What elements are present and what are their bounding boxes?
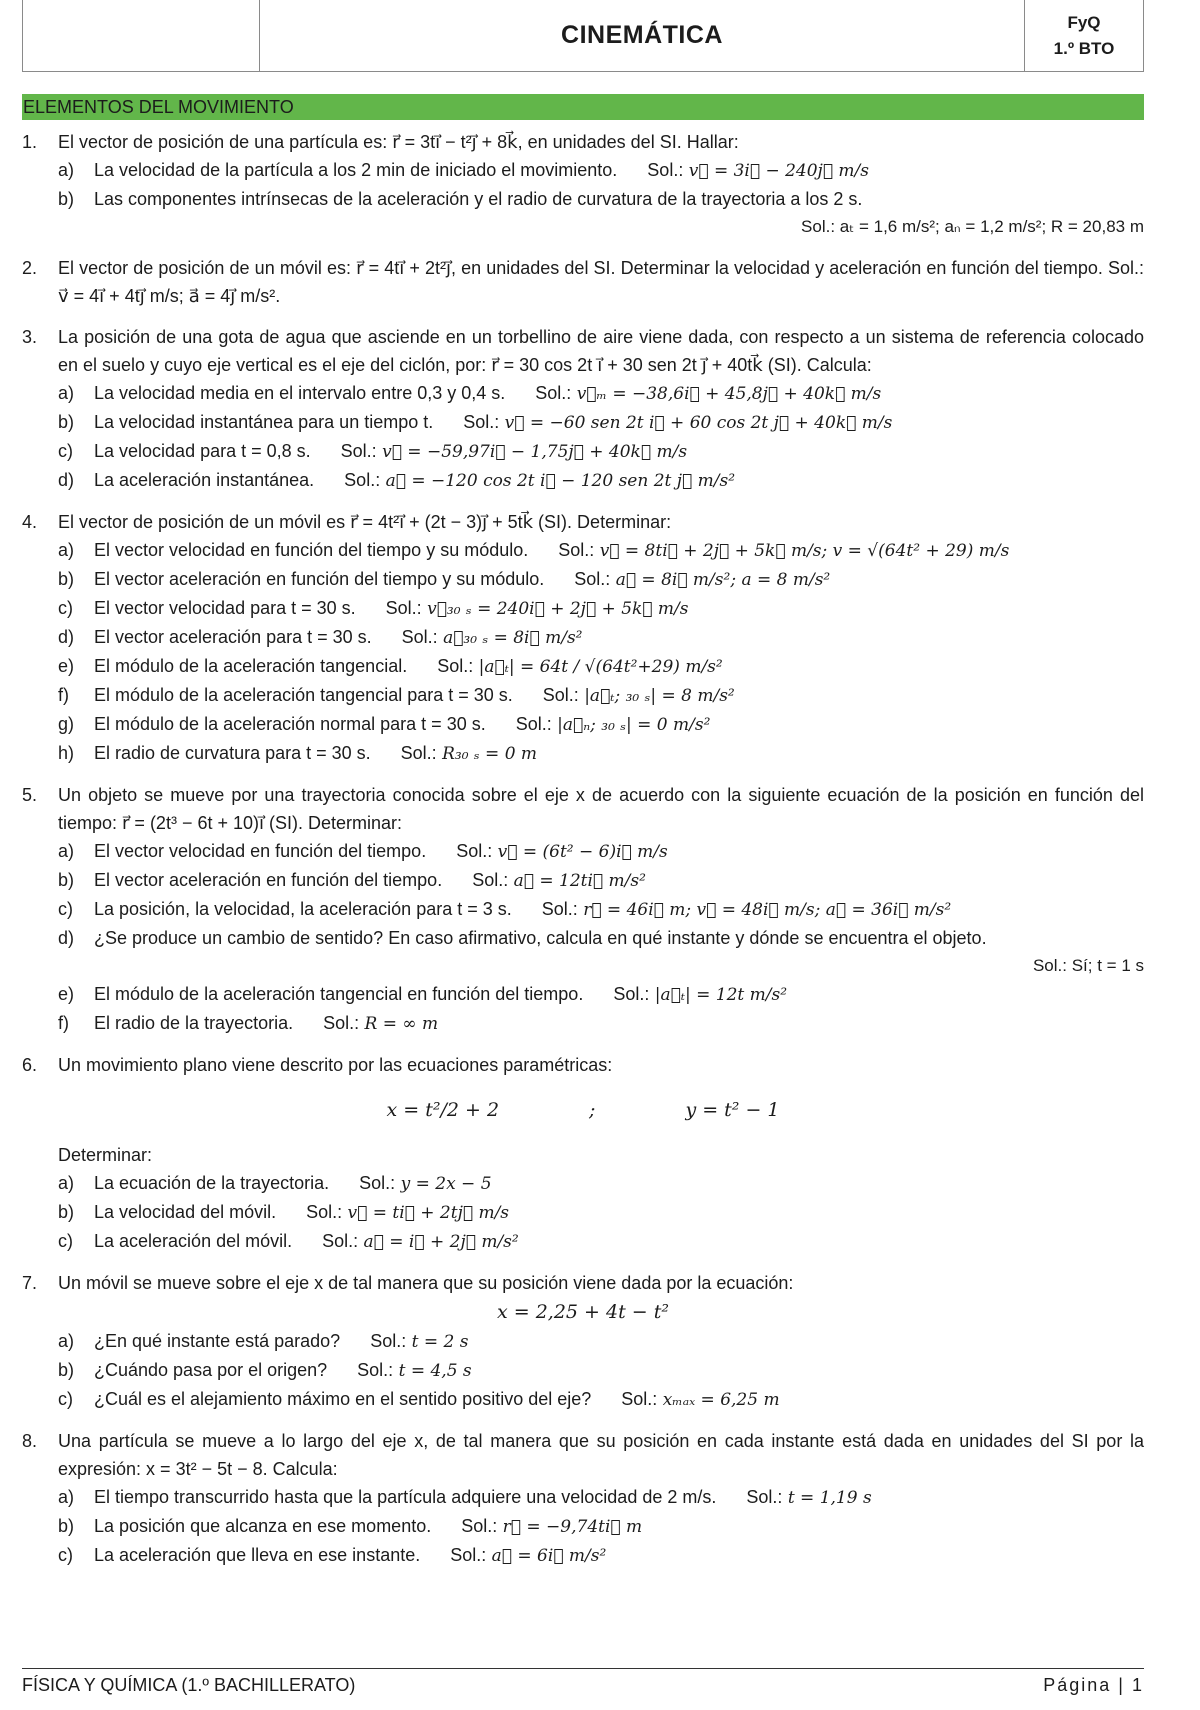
solution-value: t = 4,5 s bbox=[398, 1361, 472, 1381]
solution-prefix: Sol.: bbox=[400, 743, 437, 763]
solution-value: v⃗ = (6t² − 6)i⃗ m/s bbox=[497, 842, 668, 862]
solution-prefix: Sol.: bbox=[322, 1231, 359, 1251]
problem-number: 7. bbox=[22, 1273, 38, 1293]
problem-number: 4. bbox=[22, 512, 38, 532]
list-item bbox=[58, 536, 1144, 565]
item-solution bbox=[402, 623, 583, 652]
problem-list bbox=[22, 128, 1144, 1583]
item-text: La velocidad para t = 0,8 s. bbox=[94, 441, 311, 461]
item-letter: c) bbox=[58, 1545, 73, 1565]
problem-statement: Una partícula se mueve a lo largo del eje x, de tal manera que su posición en cada instante está dada en unidades del SI por la expresión: x = 3t² − 5t − 8. Calcula: bbox=[58, 1431, 1144, 1479]
item-letter: b) bbox=[58, 1360, 75, 1380]
list-item bbox=[58, 408, 1144, 437]
list-item bbox=[58, 1169, 1144, 1198]
solution-prefix: Sol.: bbox=[621, 1389, 658, 1409]
solution-prefix: Sol.: bbox=[323, 1013, 360, 1033]
list-item bbox=[58, 379, 1144, 408]
item-text: La aceleración del móvil. bbox=[94, 1231, 293, 1251]
course-label: 1.º BTO bbox=[1053, 38, 1115, 58]
solution-value: a⃗ = 8i⃗ m/s²; a = 8 m/s² bbox=[615, 570, 831, 590]
item-solution bbox=[613, 980, 787, 1009]
solution-value: |a⃗ₙ; ₃₀ ₛ| = 0 m/s² bbox=[557, 715, 711, 735]
item-solution bbox=[461, 1512, 642, 1541]
item-letter: b) bbox=[58, 870, 75, 890]
solution-prefix: Sol.: bbox=[472, 870, 509, 890]
solution-prefix: Sol.: bbox=[515, 714, 552, 734]
list-item bbox=[58, 1356, 1144, 1385]
list-item bbox=[58, 681, 1144, 710]
item-text: ¿Cuál es el alejamiento máximo en el sentido positivo del eje? bbox=[94, 1389, 592, 1409]
item-solution bbox=[450, 1541, 606, 1570]
item-letter: c) bbox=[58, 899, 73, 919]
solution-value: |a⃗ₜ| = 12t m/s² bbox=[654, 985, 788, 1005]
item-solution bbox=[463, 408, 892, 437]
solution-prefix: Sol.: bbox=[613, 984, 650, 1004]
solution-value: y = 2x − 5 bbox=[400, 1174, 492, 1194]
solution-prefix: Sol.: bbox=[541, 899, 578, 919]
item-letter: a) bbox=[58, 383, 75, 403]
solution-value: v⃗ = −59,97i⃗ − 1,75j⃗ + 40k⃗ m/s bbox=[382, 442, 688, 462]
item-text: El vector aceleración en función del tiempo y su módulo. bbox=[94, 569, 545, 589]
list-item bbox=[58, 1227, 1144, 1256]
item-solution bbox=[543, 681, 735, 710]
item-solution bbox=[401, 739, 537, 768]
solution-prefix: Sol.: bbox=[437, 656, 474, 676]
problem-1 bbox=[22, 128, 1144, 241]
problem-statement: El vector de posición de una partícula es: r⃗ = 3ti⃗ − t²j⃗ + 8k⃗, en unidades del SI. Hallar: bbox=[58, 132, 739, 152]
item-letter: a) bbox=[58, 1487, 75, 1507]
solution-prefix: Sol.: bbox=[542, 685, 579, 705]
problem-4 bbox=[22, 508, 1144, 768]
item-solution bbox=[357, 1356, 471, 1385]
item-text: La posición que alcanza en ese momento. bbox=[94, 1516, 432, 1536]
item-text: ¿Cuándo pasa por el origen? bbox=[94, 1360, 328, 1380]
header-course-cell bbox=[1024, 0, 1143, 71]
solution-prefix: Sol.: bbox=[461, 1516, 498, 1536]
list-item bbox=[58, 623, 1144, 652]
item-text: La ecuación de la trayectoria. bbox=[94, 1173, 330, 1193]
page-number: Página | 1 bbox=[1043, 1675, 1144, 1695]
problem-statement: El vector de posición de un móvil es r⃗ = 4t²i⃗ + (2t − 3)j⃗ + 5tk⃗ (SI). Determinar: bbox=[58, 512, 672, 532]
item-solution bbox=[370, 1327, 468, 1356]
item-solution bbox=[341, 437, 687, 466]
item-text: ¿Se produce un cambio de sentido? En caso afirmativo, calcula en qué instante y dónde se encuentra el objeto. bbox=[94, 928, 987, 948]
solution-prefix: Sol.: bbox=[401, 627, 438, 647]
problem-3 bbox=[22, 323, 1144, 495]
item-letter: g) bbox=[58, 714, 75, 734]
item-letter: f) bbox=[58, 1013, 69, 1033]
solution-value: t = 2 s bbox=[411, 1332, 469, 1352]
item-letter: f) bbox=[58, 685, 69, 705]
item-letter: b) bbox=[58, 412, 75, 432]
solution-value: t = 1,19 s bbox=[787, 1488, 872, 1508]
item-letter: h) bbox=[58, 743, 75, 763]
solution-prefix: Sol.: bbox=[385, 598, 422, 618]
item-letter: a) bbox=[58, 841, 75, 861]
list-item bbox=[58, 980, 1144, 1009]
list-item bbox=[58, 710, 1144, 739]
item-letter: b) bbox=[58, 1516, 75, 1536]
list-item bbox=[58, 156, 1144, 185]
item-letter: a) bbox=[58, 1331, 75, 1351]
solution-prefix: Sol.: bbox=[306, 1202, 343, 1222]
solution-prefix: Sol.: bbox=[463, 412, 500, 432]
problem-statement: Un objeto se mueve por una trayectoria conocida sobre el eje x de acuerdo con la siguiente ecuación de la posición en función del tiempo: r⃗ = (2t³ − 6t + 10)i⃗ (SI). Determinar: bbox=[58, 785, 1144, 833]
item-solution bbox=[344, 466, 735, 495]
item-text: El vector velocidad para t = 30 s. bbox=[94, 598, 356, 618]
item-letter: b) bbox=[58, 1202, 75, 1222]
subject-label: FyQ bbox=[1067, 12, 1101, 32]
solution-prefix: Sol.: bbox=[558, 540, 595, 560]
item-solution bbox=[558, 536, 1009, 565]
list-item bbox=[58, 1541, 1144, 1570]
item-solution bbox=[746, 1483, 871, 1512]
problem-lead: Determinar: bbox=[58, 1145, 153, 1165]
header-table bbox=[22, 0, 1144, 72]
solution-value: v⃗₃₀ ₛ = 240i⃗ + 2j⃗ + 5k⃗ m/s bbox=[427, 599, 689, 619]
list-item bbox=[58, 739, 1144, 768]
solution-prefix: Sol.: bbox=[357, 1360, 394, 1380]
solution-prefix: Sol.: bbox=[647, 160, 684, 180]
item-solution bbox=[323, 1009, 438, 1038]
list-item bbox=[58, 1512, 1144, 1541]
problem-number: 1. bbox=[22, 132, 38, 152]
header-logo-cell bbox=[23, 0, 260, 71]
solution-prefix: Sol.: bbox=[456, 841, 493, 861]
list-item bbox=[58, 1009, 1144, 1038]
item-text: El módulo de la aceleración tangencial. bbox=[94, 656, 408, 676]
problem-8 bbox=[22, 1427, 1144, 1570]
solution-value: a⃗ = i⃗ + 2j⃗ m/s² bbox=[363, 1232, 519, 1252]
list-item bbox=[58, 565, 1144, 594]
item-text: El módulo de la aceleración normal para t = 30 s. bbox=[94, 714, 486, 734]
item-letter: a) bbox=[58, 160, 75, 180]
item-solution bbox=[535, 379, 881, 408]
problem-statement: La posición de una gota de agua que asciende en un torbellino de aire viene dada, con respecto a un sistema de referencia colocado en el suelo y cuyo eje vertical es el eje del ciclón, por: r⃗ = 30 cos 2t i⃗ + 30 sen 2t j⃗ + 40tk⃗ (SI). Calcula: bbox=[58, 327, 1144, 375]
list-item bbox=[58, 185, 1144, 213]
footer-course: FÍSICA Y QUÍMICA (1.º BACHILLERATO) bbox=[22, 1675, 356, 1695]
solution-value: r⃗ = −9,74ti⃗ m bbox=[502, 1517, 643, 1537]
equation-x: x = t²/2 + 2 bbox=[386, 1099, 500, 1121]
item-text: La velocidad del móvil. bbox=[94, 1202, 277, 1222]
item-text: El vector aceleración para t = 30 s. bbox=[94, 627, 372, 647]
item-text: El vector velocidad en función del tiempo. bbox=[94, 841, 427, 861]
problem-2 bbox=[22, 254, 1144, 310]
solution-value: R = ∞ m bbox=[364, 1014, 439, 1034]
solution-value: v⃗ = −60 sen 2t i⃗ + 60 cos 2t j⃗ + 40k⃗ m/s bbox=[504, 413, 893, 433]
problem-number: 6. bbox=[22, 1055, 38, 1075]
list-item bbox=[58, 1483, 1144, 1512]
solution-value: a⃗ = 12ti⃗ m/s² bbox=[513, 871, 646, 891]
item-text: El tiempo transcurrido hasta que la partícula adquiere una velocidad de 2 m/s. bbox=[94, 1487, 717, 1507]
list-item bbox=[58, 1327, 1144, 1356]
solution-value: v⃗ = ti⃗ + 2tj⃗ m/s bbox=[347, 1203, 510, 1223]
item-letter: c) bbox=[58, 1231, 73, 1251]
item-text: La posición, la velocidad, la aceleración para t = 3 s. bbox=[94, 899, 512, 919]
item-solution bbox=[386, 594, 689, 623]
item-text: El módulo de la aceleración tangencial para t = 30 s. bbox=[94, 685, 513, 705]
item-letter: b) bbox=[58, 569, 75, 589]
item-text: El radio de la trayectoria. bbox=[94, 1013, 294, 1033]
solution-value: R₃₀ ₛ = 0 m bbox=[442, 744, 538, 764]
item-text: El vector aceleración en función del tiempo. bbox=[94, 870, 443, 890]
solution-value: |a⃗ₜ| = 64t / √(64t²+29) m/s² bbox=[478, 657, 723, 677]
list-item bbox=[58, 837, 1144, 866]
solution-value: xₘₐₓ = 6,25 m bbox=[662, 1390, 780, 1410]
solution-prefix: Sol.: bbox=[340, 441, 377, 461]
solution-value: v⃗ₘ = −38,6i⃗ + 45,8j⃗ + 40k⃗ m/s bbox=[576, 384, 882, 404]
item-letter: a) bbox=[58, 540, 75, 560]
list-item bbox=[58, 437, 1144, 466]
item-text: La velocidad de la partícula a los 2 min de iniciado el movimiento. bbox=[94, 160, 618, 180]
item-letter: c) bbox=[58, 598, 73, 618]
problem-number: 3. bbox=[22, 327, 38, 347]
item-text: Las componentes intrínsecas de la aceleración y el radio de curvatura de la trayectoria a los 2 s. bbox=[94, 189, 863, 209]
item-solution bbox=[456, 837, 668, 866]
item-solution bbox=[306, 1198, 509, 1227]
problem-5 bbox=[22, 781, 1144, 1038]
item-solution bbox=[322, 1227, 519, 1256]
item-letter: d) bbox=[58, 470, 75, 490]
item-solution: Sol.: Sí; t = 1 s bbox=[1032, 956, 1144, 975]
list-item bbox=[58, 652, 1144, 681]
item-solution bbox=[437, 652, 723, 681]
item-solution bbox=[542, 895, 951, 924]
solution-value: a⃗ = −120 cos 2t i⃗ − 120 sen 2t j⃗ m/s² bbox=[385, 471, 736, 491]
item-solution: Sol.: aₜ = 1,6 m/s²; aₙ = 1,2 m/s²; R = 20,83 m bbox=[801, 217, 1144, 236]
solution-value: r⃗ = 46i⃗ m; v⃗ = 48i⃗ m/s; a⃗ = 36i⃗ m/s² bbox=[583, 900, 952, 920]
item-letter: d) bbox=[58, 928, 75, 948]
solution-value: v⃗ = 3i⃗ − 240j⃗ m/s bbox=[688, 161, 869, 181]
solution-prefix: Sol.: bbox=[535, 383, 572, 403]
item-solution bbox=[516, 710, 711, 739]
problem-7 bbox=[22, 1269, 1144, 1414]
position-equation: x = 2,25 + 4t − t² bbox=[497, 1301, 669, 1323]
solution-prefix: Sol.: bbox=[359, 1173, 396, 1193]
item-text: La velocidad media en el intervalo entre 0,3 y 0,4 s. bbox=[94, 383, 506, 403]
parametric-equations bbox=[22, 1079, 1144, 1141]
item-solution bbox=[359, 1169, 491, 1198]
item-text: La aceleración que lleva en ese instante. bbox=[94, 1545, 421, 1565]
solution-value: a⃗₃₀ ₛ = 8i⃗ m/s² bbox=[443, 628, 583, 648]
section-heading: ELEMENTOS DEL MOVIMIENTO bbox=[22, 94, 1144, 120]
page-title: CINEMÁTICA bbox=[561, 21, 723, 49]
item-letter: d) bbox=[58, 627, 75, 647]
list-item bbox=[58, 1385, 1144, 1414]
item-text: El vector velocidad en función del tiempo y su módulo. bbox=[94, 540, 529, 560]
problem-number: 5. bbox=[22, 785, 38, 805]
solution-value: a⃗ = 6i⃗ m/s² bbox=[491, 1546, 607, 1566]
list-item bbox=[58, 866, 1144, 895]
solution-prefix: Sol.: bbox=[344, 470, 381, 490]
solution-value: |a⃗ₜ; ₃₀ ₛ| = 8 m/s² bbox=[584, 686, 735, 706]
item-letter: c) bbox=[58, 441, 73, 461]
item-letter: e) bbox=[58, 656, 75, 676]
item-text: La aceleración instantánea. bbox=[94, 470, 315, 490]
item-letter: c) bbox=[58, 1389, 73, 1409]
problem-6 bbox=[22, 1051, 1144, 1256]
list-item bbox=[58, 1198, 1144, 1227]
problem-number: 8. bbox=[22, 1431, 38, 1451]
solution-prefix: Sol.: bbox=[574, 569, 611, 589]
list-item bbox=[58, 594, 1144, 623]
item-text: El módulo de la aceleración tangencial en función del tiempo. bbox=[94, 984, 584, 1004]
item-letter: e) bbox=[58, 984, 75, 1004]
item-solution bbox=[472, 866, 646, 895]
list-item bbox=[58, 466, 1144, 495]
solution-value: v⃗ = 8ti⃗ + 2j⃗ + 5k⃗ m/s; v = √(64t² + 29) m/s bbox=[599, 541, 1010, 561]
item-text: ¿En qué instante está parado? bbox=[94, 1331, 341, 1351]
item-solution bbox=[621, 1385, 779, 1414]
item-letter: b) bbox=[58, 189, 75, 209]
item-letter: a) bbox=[58, 1173, 75, 1193]
problem-statement: Un móvil se mueve sobre el eje x de tal manera que su posición viene dada por la ecuación: bbox=[58, 1273, 794, 1293]
solution-prefix: Sol.: bbox=[450, 1545, 487, 1565]
item-solution bbox=[647, 156, 869, 185]
solution-prefix: Sol.: bbox=[746, 1487, 783, 1507]
page-footer bbox=[22, 1668, 1144, 1696]
equation-separator: ; bbox=[589, 1099, 596, 1121]
item-text: El radio de curvatura para t = 30 s. bbox=[94, 743, 371, 763]
list-item bbox=[58, 924, 1144, 952]
list-item bbox=[58, 895, 1144, 924]
problem-statement: Un movimiento plano viene descrito por las ecuaciones paramétricas: bbox=[58, 1055, 613, 1075]
item-text: La velocidad instantánea para un tiempo t. bbox=[94, 412, 434, 432]
problem-statement: El vector de posición de un móvil es: r⃗ = 4ti⃗ + 2t²j⃗, en unidades del SI. Determinar la velocidad y aceleración en función del tiempo. Sol.: v⃗ = 4i⃗ + 4tj⃗ m/s; a⃗ = 4j⃗ m/s². bbox=[58, 258, 1144, 306]
equation-y: y = t² − 1 bbox=[685, 1099, 780, 1121]
problem-number: 2. bbox=[22, 258, 38, 278]
solution-prefix: Sol.: bbox=[370, 1331, 407, 1351]
item-solution bbox=[574, 565, 830, 594]
